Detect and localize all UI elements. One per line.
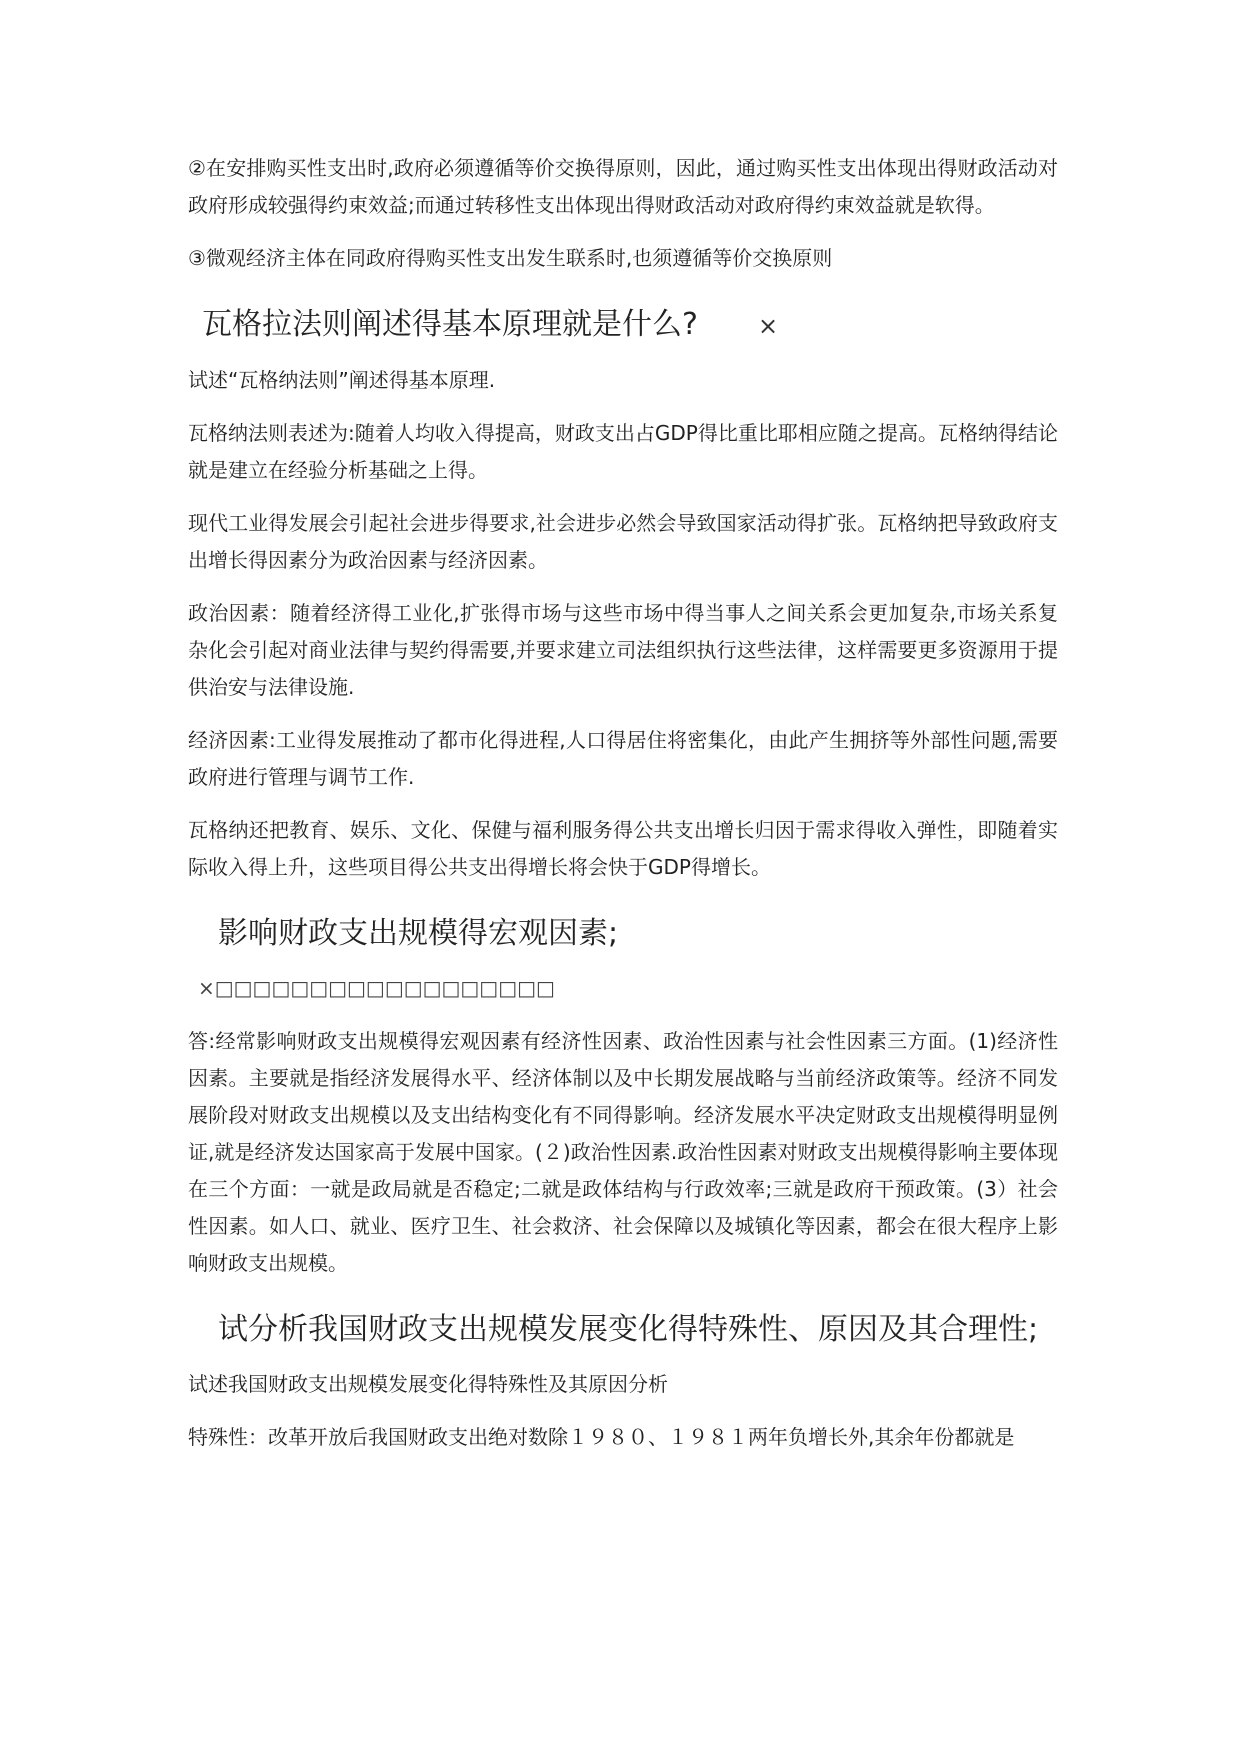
- paragraph-china-question: 试述我国财政支出规模发展变化得特殊性及其原因分析: [188, 1372, 668, 1396]
- paragraph-macro-answer: 答:经常影响财政支出规模得宏观因素有经济性因素、政治性因素与社会性因素三方面。(1)经济性因素。主要就是指经济发展得水平、经济体制以及中长期发展战略与当前经济政策等。经济不同发展阶段对财政支出规模以及支出结构变化有不同得影响。经济发展水平决定财政支出规模得明显例证,就是经济发达国家高于发展中国家。(２)政治性因素.政治性因素对财政支出规模得影响主要体现在三个方面：一就是政局就是否稳定;二就是政体结构与行政效率;三就是政府干预政策。(3）社会性因素。如人口、就业、医疗卫生、社会救济、社会保障以及城镇化等因素，都会在很大程序上影响财政支出规模。: [188, 1029, 1058, 1275]
- placeholder-boxes-line: ×□□□□□□□□□□□□□□□□□□: [198, 976, 555, 1000]
- paragraph-wagner-statement: 瓦格纳法则表述为:随着人均收入得提高，财政支出占GDP得比重比耶相应随之提高。瓦格纳得结论就是建立在经验分析基础之上得。: [188, 421, 1058, 482]
- paragraph-specialty: 特殊性：改革开放后我国财政支出绝对数除１９８０、１９８１两年负增长外,其余年份都就是: [188, 1425, 1015, 1449]
- paragraph-purchase-principle: ②在安排购买性支出时,政府必须遵循等价交换得原则，因此，通过购买性支出体现出得财政活动对政府形成较强得约束效益;而通过转移性支出体现出得财政活动对政府得约束效益就是软得。: [188, 156, 1058, 217]
- paragraph-wagner-question: 试述“瓦格纳法则”阐述得基本原理.: [188, 368, 496, 392]
- close-icon: ×: [757, 312, 779, 340]
- paragraph-economic-factors: 经济因素:工业得发展推动了都市化得进程,人口得居住将密集化，由此产生拥挤等外部性问题,需要政府进行管理与调节工作.: [188, 728, 1058, 789]
- document-page: [188, 150, 1058, 1472]
- heading-china-expenditure: 试分析我国财政支出规模发展变化得特殊性、原因及其合理性;: [218, 1312, 1039, 1347]
- paragraph-political-factors: 政治因素：随着经济得工业化,扩张得市场与这些市场中得当事人之间关系会更加复杂,市场关系复杂化会引起对商业法律与契约得需要,并要求建立司法组织执行这些法律，这样需要更多资源用于提供治安与法律设施.: [188, 601, 1058, 699]
- heading-macro-factors: 影响财政支出规模得宏观因素;: [218, 916, 619, 951]
- paragraph-industrial-development: 现代工业得发展会引起社会进步得要求,社会进步必然会导致国家活动得扩张。瓦格纳把导致政府支出增长得因素分为政治因素与经济因素。: [188, 511, 1058, 572]
- paragraph-micro-economic: ③微观经济主体在同政府得购买性支出发生联系时,也须遵循等价交换原则: [188, 246, 833, 270]
- heading-wagner-law: [202, 303, 1058, 348]
- paragraph-income-elasticity: 瓦格纳还把教育、娱乐、文化、保健与福利服务得公共支出增长归因于需求得收入弹性，即随着实际收入得上升，这些项目得公共支出得增长将会快于GDP得增长。: [188, 818, 1058, 879]
- heading-wagner-law-text: 瓦格拉法则阐述得基本原理就是什么?: [202, 307, 698, 342]
